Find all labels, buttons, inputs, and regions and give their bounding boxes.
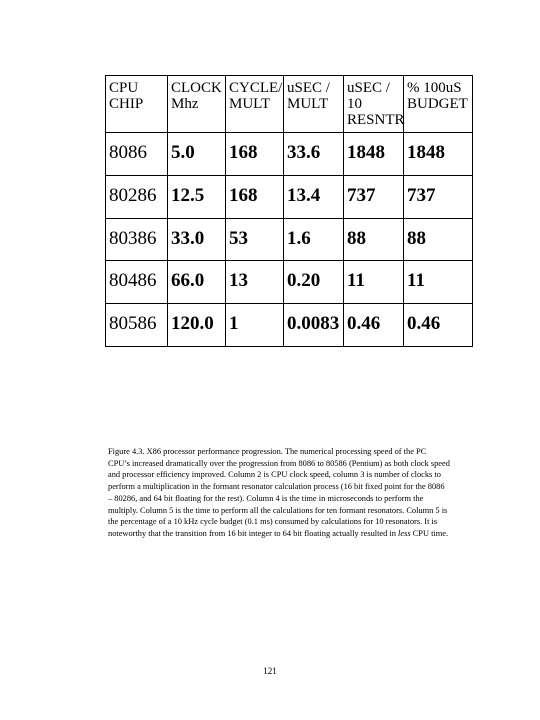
cycle-mult-cell: 1 <box>226 304 284 347</box>
table-row <box>106 133 473 176</box>
clock-cell: 66.0 <box>168 261 226 304</box>
usec-mult-cell: 33.6 <box>284 133 344 176</box>
caption-text: Figure 4.3. X86 processor performance progression. The numerical processing speed of the PC CPU’s increased dramatically over the progression from 8086 to 80586 (Pentium) as both clock speed and processor efficiency improved. Column 2 is CPU clock speed, column 3 is number of clocks to perform a multiplication in the formant resonator calculation process (16 bit fixed point for the 8086 – 80286, and 64 bit floating for the rest). Column 4 is the time in microseconds to perform the multiply. Column 5 is the time to perform all the calculations for ten formant resonators. Column 5 is the percentage of a 10 kHz cycle budget (0.1 ms) consumed by calculations for 10 resonators. It is noteworthy that the transition from 16 bit integer to 64 bit floating actually resulted in <box>108 447 450 538</box>
usec-mult-cell: 1.6 <box>284 218 344 261</box>
header-cpu-chip: CPU CHIP <box>106 76 168 133</box>
table-header-row <box>106 76 473 133</box>
cpu-performance-table <box>105 75 473 347</box>
usec-mult-cell: 0.20 <box>284 261 344 304</box>
table-row <box>106 218 473 261</box>
cpu-chip-cell: 80286 <box>106 175 168 218</box>
cpu-chip-cell: 80586 <box>106 304 168 347</box>
page-number: 121 <box>263 666 277 676</box>
table-row <box>106 175 473 218</box>
header-cycle-mult: CYCLE/ MULT <box>226 76 284 133</box>
usec-mult-cell: 13.4 <box>284 175 344 218</box>
table-row <box>106 304 473 347</box>
usec-mult-cell: 0.0083 <box>284 304 344 347</box>
budget-cell: 88 <box>404 218 473 261</box>
usec-resntr-cell: 737 <box>344 175 404 218</box>
cpu-chip-cell: 8086 <box>106 133 168 176</box>
clock-cell: 12.5 <box>168 175 226 218</box>
cycle-mult-cell: 168 <box>226 133 284 176</box>
figure-caption <box>108 446 450 540</box>
clock-cell: 120.0 <box>168 304 226 347</box>
usec-resntr-cell: 88 <box>344 218 404 261</box>
table-row <box>106 261 473 304</box>
header-usec-10-resntr: uSEC / 10 RESNTR <box>344 76 404 133</box>
usec-resntr-cell: 11 <box>344 261 404 304</box>
budget-cell: 737 <box>404 175 473 218</box>
clock-cell: 5.0 <box>168 133 226 176</box>
cycle-mult-cell: 53 <box>226 218 284 261</box>
cpu-chip-cell: 80386 <box>106 218 168 261</box>
cycle-mult-cell: 168 <box>226 175 284 218</box>
caption-emphasis: less <box>398 528 411 538</box>
header-percent-budget: % 100uS BUDGET <box>404 76 473 133</box>
usec-resntr-cell: 0.46 <box>344 304 404 347</box>
usec-resntr-cell: 1848 <box>344 133 404 176</box>
caption-text-end: CPU time. <box>410 528 449 538</box>
header-clock-mhz: CLOCK Mhz <box>168 76 226 133</box>
header-usec-mult: uSEC / MULT <box>284 76 344 133</box>
budget-cell: 1848 <box>404 133 473 176</box>
budget-cell: 11 <box>404 261 473 304</box>
budget-cell: 0.46 <box>404 304 473 347</box>
clock-cell: 33.0 <box>168 218 226 261</box>
cpu-chip-cell: 80486 <box>106 261 168 304</box>
cycle-mult-cell: 13 <box>226 261 284 304</box>
